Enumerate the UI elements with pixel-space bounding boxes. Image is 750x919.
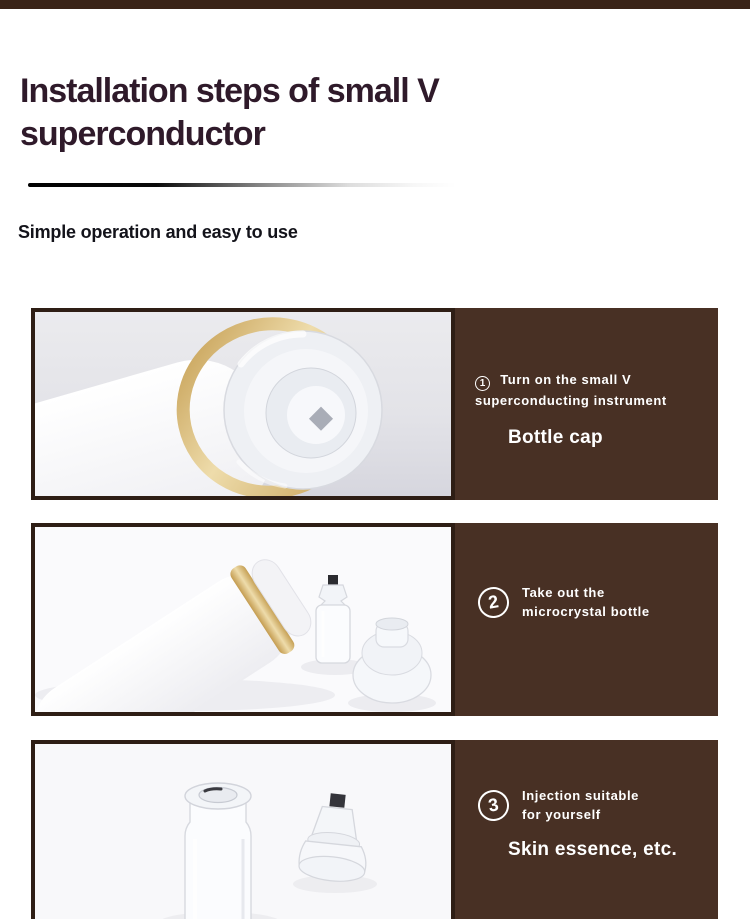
device-head-closeup-illustration	[35, 312, 451, 496]
step-1-panel	[455, 308, 718, 500]
subtitle: Simple operation and easy to use	[18, 222, 298, 242]
step-3-photo	[31, 740, 455, 919]
circled-1-icon: 1	[475, 376, 490, 391]
glass-vial-shape	[185, 783, 251, 919]
step-1-photo	[31, 308, 455, 500]
title-line-2: superconductor	[20, 115, 265, 153]
step-3-line-1: Injection suitable	[522, 788, 639, 803]
step-3-line-2: for yourself	[522, 807, 601, 822]
step-3-caption: Skin essence, etc.	[508, 839, 678, 860]
handle-and-bottle-illustration	[35, 527, 451, 712]
title-line-1: Installation steps of small V	[20, 72, 439, 110]
step-1-text	[455, 308, 718, 410]
step-1-caption: Bottle cap	[508, 427, 603, 448]
step-2-line-2: microcrystal bottle	[522, 604, 650, 619]
title-underline-divider	[28, 183, 456, 187]
step-1-line-2: superconducting instrument	[475, 393, 667, 408]
vial-and-tip-illustration	[35, 744, 451, 919]
top-divider-bar	[0, 0, 750, 9]
step-1-line-1: Turn on the small V	[500, 372, 632, 387]
circled-3-icon: 3	[476, 787, 512, 823]
step-2-photo	[31, 523, 455, 716]
step-3-lines	[522, 786, 639, 824]
page-title	[20, 70, 439, 156]
step-block-3	[31, 740, 718, 919]
step-2-lines	[522, 583, 650, 621]
step-3-text	[478, 786, 718, 824]
step-2-panel	[455, 523, 718, 716]
step-block-1	[31, 308, 718, 500]
step-3-panel	[455, 740, 718, 919]
step-block-2	[31, 523, 718, 716]
step-2-text	[478, 583, 718, 621]
circled-2-icon: 2	[476, 584, 512, 620]
step-2-line-1: Take out the	[522, 585, 605, 600]
